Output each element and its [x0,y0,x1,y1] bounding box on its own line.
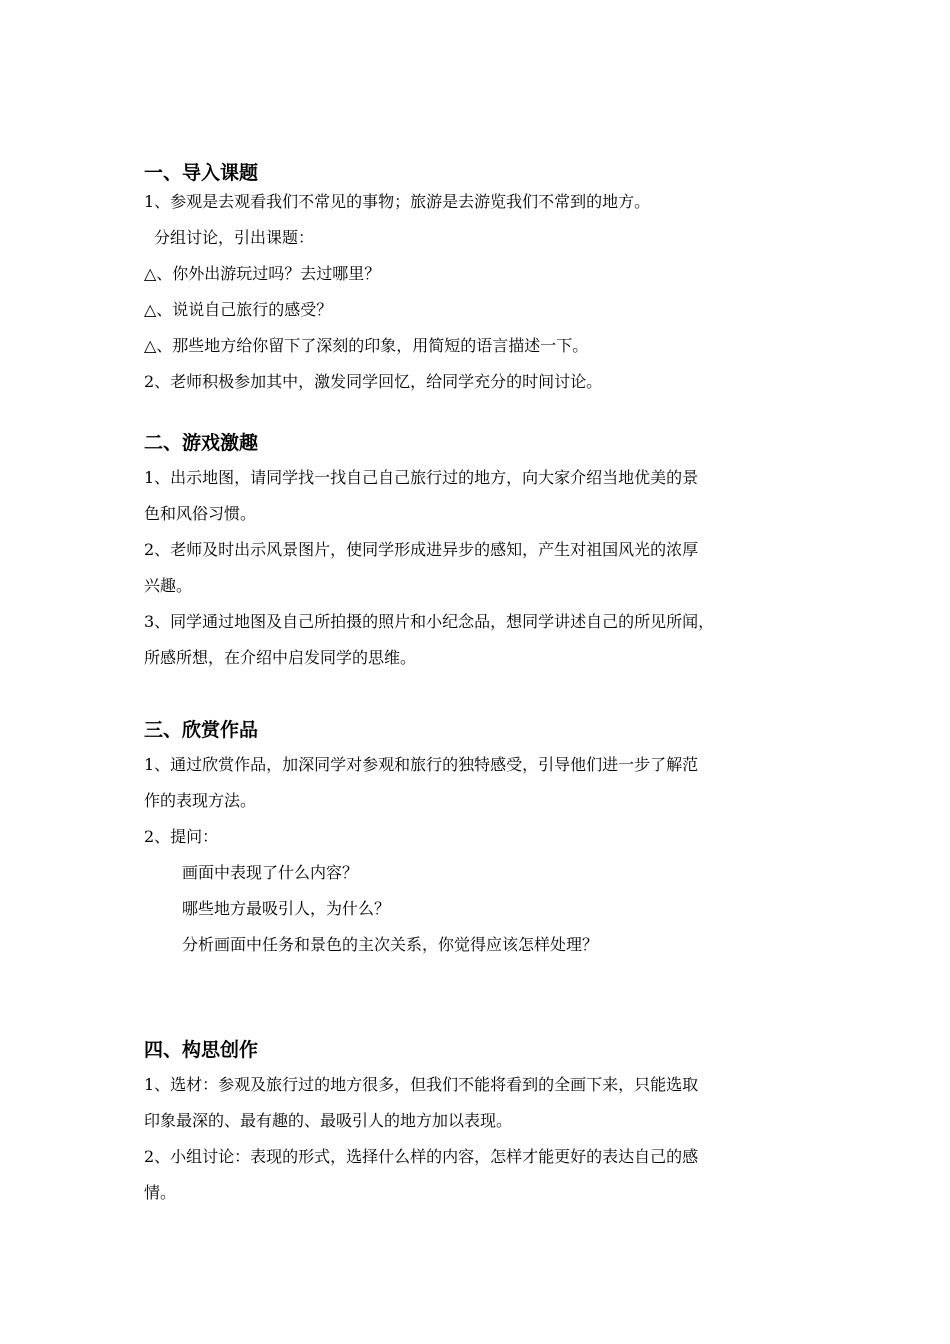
paragraph-line: 印象最深的、最有趣的、最吸引人的地方加以表现。 [144,1111,513,1130]
question-line: 哪些地方最吸引人，为什么？ [182,899,391,918]
section-introduce-topic [144,158,824,400]
paragraph-line: 2、老师及时出示风景图片，使同学形成进异步的感知，产生对祖国风光的浓厚 [144,540,699,559]
question-line: 分析画面中任务和景色的主次关系，你觉得应该怎样处理？ [182,935,599,954]
paragraph-line: 色和风俗习惯。 [144,504,257,523]
section-heading: 四、构思创作 [144,1039,259,1061]
paragraph-line: 1、选材：参观及旅行过的地方很多，但我们不能将看到的全画下来，只能选取 [144,1075,699,1094]
paragraph-line: 2、提问： [144,827,219,846]
section-heading: 二、游戏激趣 [144,432,259,454]
question-line: 画面中表现了什么内容？ [182,863,359,882]
paragraph-line: 1、出示地图，请同学找一找自己自己旅行过的地方，向大家介绍当地优美的景 [144,468,699,487]
section-conceive-create [144,1035,824,1211]
paragraph-line: 1、通过欣赏作品，加深同学对参观和旅行的独特感受，引导他们进一步了解范 [144,755,699,774]
paragraph-line: 3、同学通过地图及自己所拍摄的照片和小纪念品，想同学讲述自己的所见所闻， [144,612,715,631]
paragraph-line: 兴趣。 [144,576,193,595]
section-appreciate-works [144,715,824,963]
paragraph-line: △、你外出游玩过吗？去过哪里？ [144,264,381,283]
section-heading: 三、欣赏作品 [144,719,259,741]
paragraph-line: 2、小组讨论：表现的形式，选择什么样的内容，怎样才能更好的表达自己的感 [144,1147,699,1166]
section-heading: 一、导入课题 [144,162,259,184]
paragraph-line: 作的表现方法。 [144,791,257,810]
paragraph-line: △、说说自己旅行的感受？ [144,300,333,319]
paragraph-line: 分组讨论，引出课题： [154,228,315,247]
paragraph-line: 1、参观是去观看我们不常见的事物；旅游是去游览我们不常到的地方。 [144,192,651,211]
paragraph-line: 所感所想，在介绍中启发同学的思维。 [144,648,417,667]
paragraph-line: △、那些地方给你留下了深刻的印象，用简短的语言描述一下。 [144,336,589,355]
section-game-interest [144,428,824,676]
paragraph-line: 2、老师积极参加其中，激发同学回忆，给同学充分的时间讨论。 [144,372,603,391]
paragraph-line: 情。 [144,1183,177,1202]
